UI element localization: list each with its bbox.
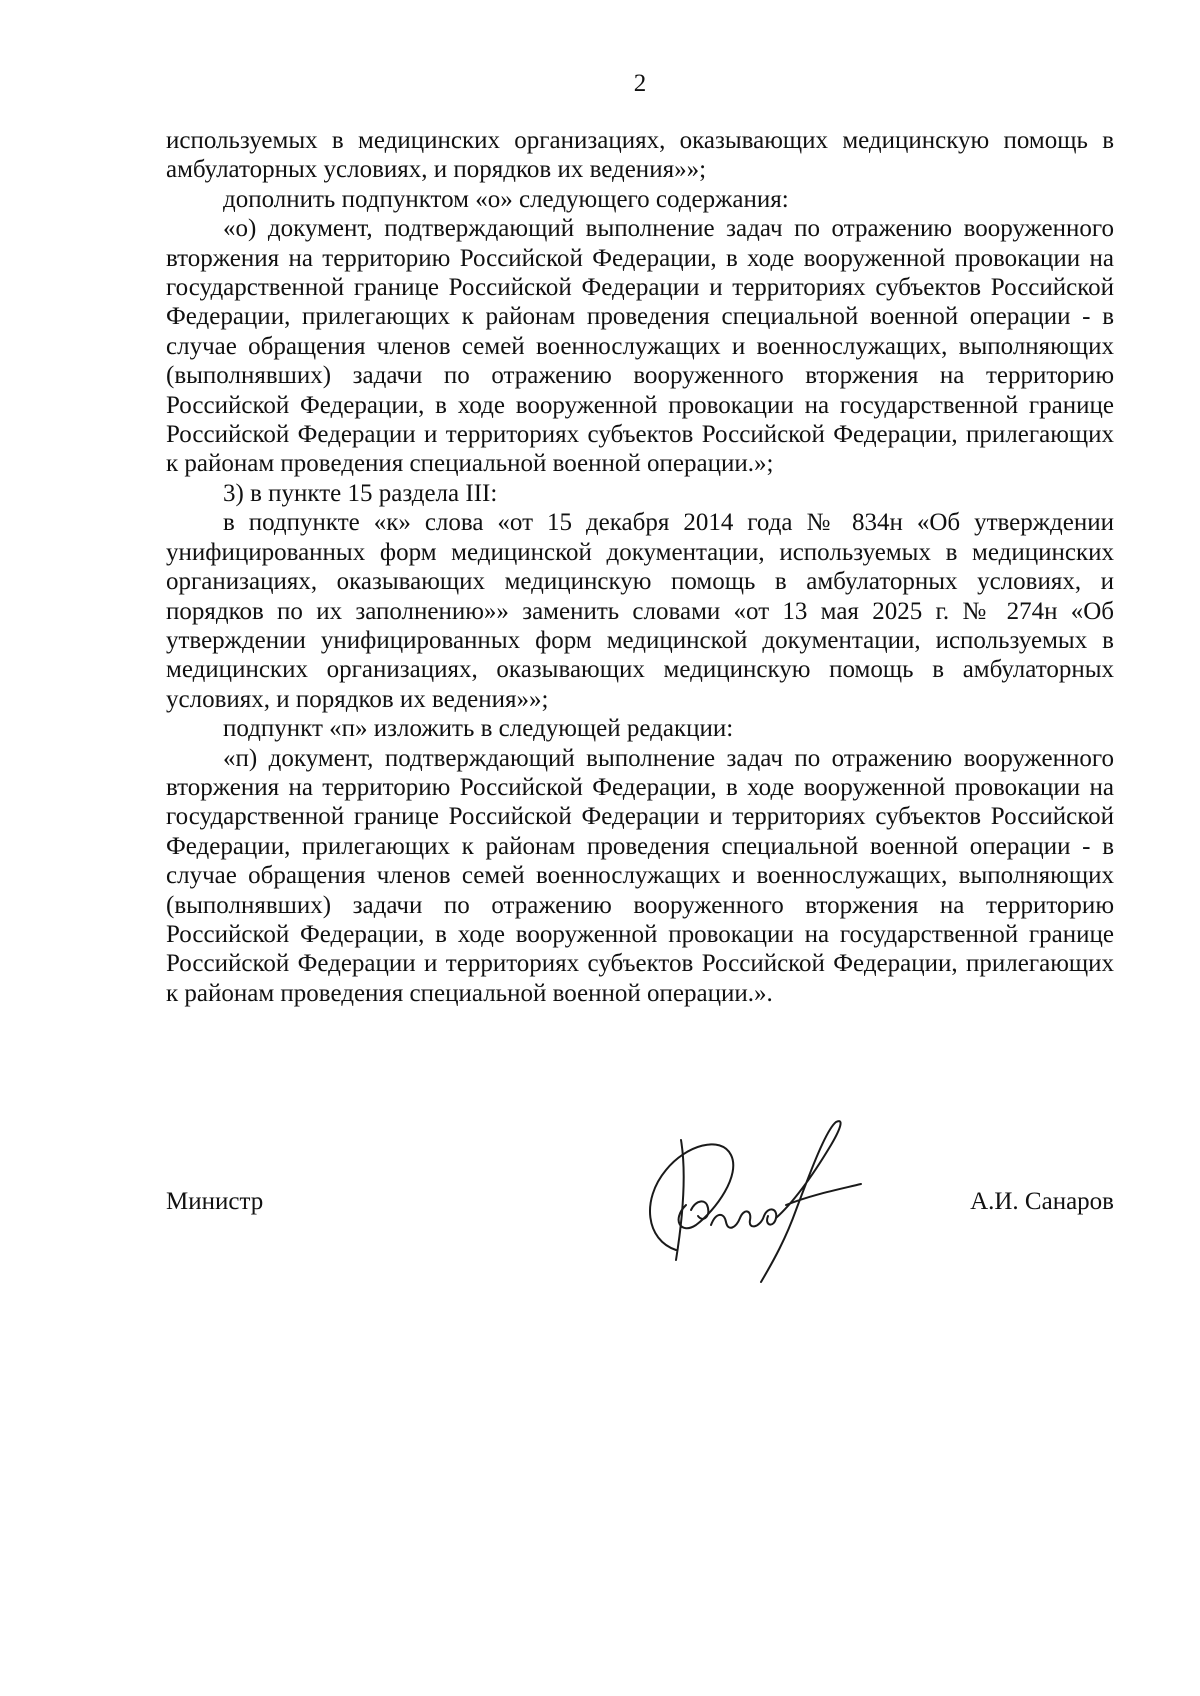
- paragraph: «п) документ, подтверждающий выполнение задач по отражению вооруженного вторжения на территорию Российской Федерации, в ходе вооруженной провокации на государственной границе Российской Федерации и территориях субъектов Российской Федерации, прилегающих к районам проведения специальной военной операции - в случае обращения членов семей военнослужащих и военнослужащих, выполняющих (выполнявших) задачи по отражению вооруженного вторжения на территорию Российской Федерации, в ходе вооруженной провокации на государственной границе Российской Федерации и территориях субъектов Российской Федерации, прилегающих к районам проведения специальной военной операции.».: [166, 744, 1114, 1007]
- signature-block: [166, 1100, 1114, 1320]
- paragraph: «о) документ, подтверждающий выполнение задач по отражению вооруженного вторжения на территорию Российской Федерации, в ходе вооруженной провокации на государственной границе Российской Федерации и территориях субъектов Российской Федерации, прилегающих к районам проведения специальной военной операции - в случае обращения членов семей военнослужащих и военнослужащих, выполняющих (выполнявших) задачи по отражению вооруженного вторжения на территорию Российской Федерации, в ходе вооруженной провокации на государственной границе Российской Федерации и территориях субъектов Российской Федерации, прилегающих к районам проведения специальной военной операции.»;: [166, 215, 1114, 478]
- paragraph: 3) в пункте 15 раздела III:: [223, 479, 498, 507]
- paragraph: в подпункте «к» слова «от 15 декабря 2014 года № 834н «Об утверждении унифицированных форм медицинской документации, используемых в медицинских организациях, оказывающих медицинскую помощь в амбулаторных условиях, и порядков по их заполнению»» заменить словами «от 13 мая 2025 г. № 274н «Об утверждении унифицированных форм медицинской документации, используемых в медицинских организациях, оказывающих медицинскую помощь в амбулаторных условиях, и порядков их ведения»»;: [166, 509, 1114, 713]
- signatory-name: А.И. Санаров: [970, 1188, 1114, 1215]
- paragraph: дополнить подпунктом «о» следующего содержания:: [223, 185, 789, 213]
- signatory-role: Министр: [166, 1188, 264, 1215]
- document-body: [166, 126, 1114, 1008]
- page-number: 2: [633, 70, 647, 97]
- paragraph: используемых в медицинских организациях, оказывающих медицинскую помощь в амбулаторных условиях, и порядков их ведения»»;: [166, 127, 1114, 184]
- handwritten-signature: [636, 1100, 876, 1300]
- paragraph: подпункт «п» изложить в следующей редакции:: [223, 715, 734, 743]
